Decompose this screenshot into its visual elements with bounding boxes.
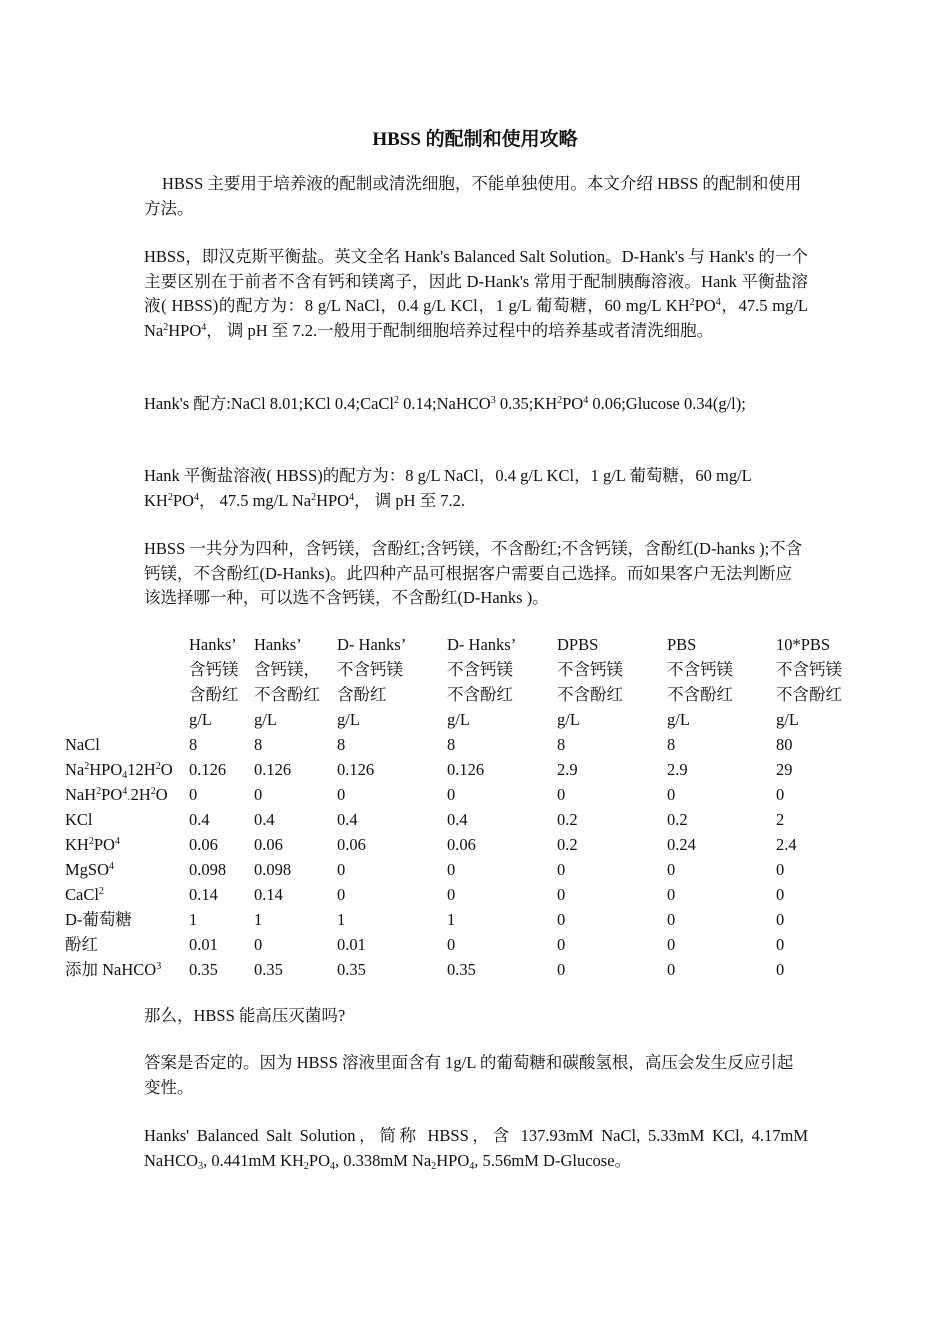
column-header-7-line-2: 不含钙镁	[776, 660, 842, 679]
table-cell: 0	[254, 935, 263, 954]
column-header-4-line-1: D- Hanks’	[447, 635, 517, 654]
table-cell: 8	[254, 735, 263, 754]
table-cell: 0.01	[189, 935, 218, 954]
row-label: $KH^2PO^4$	[65, 835, 120, 854]
table-cell: 0.126	[447, 760, 485, 779]
column-header-4-line-2: 不含钙镁	[447, 660, 513, 679]
table-cell: 2.9	[667, 760, 688, 779]
row-label: $NaH^2PO^4_\cdot 2H^2O$	[65, 785, 168, 806]
column-header-2-line-2: 含钙镁，	[254, 660, 320, 679]
column-header-1-line-4: g/L	[189, 710, 212, 729]
types-paragraph: HBSS 一共分为四种，含钙镁，含酚红;含钙镁，不含酚红;不含钙镁，含酚红(D-hanks );不含钙镁，不含酚红(D-Hanks)。此四种产品可根据客户需要自己选择。而如果客户无法判断应该选择哪一种，可以选不含钙镁，不含酚红(D-Hanks )。	[144, 539, 803, 607]
table-cell: 0	[254, 785, 263, 804]
row-label: MgSO$^4$	[65, 860, 115, 879]
table-cell: 0.14	[189, 885, 218, 904]
column-header-5-line-3: 不含酚红	[557, 685, 623, 704]
column-header-1-line-3: 含酚红	[189, 685, 239, 704]
table-cell: 0.01	[337, 935, 366, 954]
table-cell: 0.06	[254, 835, 283, 854]
column-header-7-line-4: g/L	[776, 710, 799, 729]
table-cell: 0	[667, 960, 676, 979]
table-cell: 0	[667, 910, 676, 929]
table-cell: 0.06	[447, 835, 476, 854]
composition-paragraph: Hanks' Balanced Salt Solution，简称 HBSS，含 137.93mM NaCl, 5.33mM KCl, 4.17mM NaHCO$_3$, 0.441mM $KH_2PO_4$, 0.338mM $Na_2HPO_4$, 5.56mM D-Glucose。	[144, 1126, 808, 1172]
table-cell: 0	[447, 885, 456, 904]
table-cell: 0.2	[667, 810, 688, 829]
table-cell: 1	[447, 910, 456, 929]
answer-paragraph: 答案是否定的。因为 HBSS 溶液里面含有 1g/L 的葡萄糖和碳酸氢根，高压会发生反应引起变性。	[144, 1053, 794, 1097]
column-header-1-line-1: Hanks’	[189, 635, 237, 654]
column-header-3-line-1: D- Hanks’	[337, 635, 407, 654]
intro-paragraph: HBSS 主要用于培养液的配制或清洗细胞，不能单独使用。本文介绍 HBSS 的配制和使用方法。	[144, 174, 802, 218]
table-cell: 0.06	[337, 835, 366, 854]
table-cell: 2.4	[776, 835, 797, 854]
table-cell: 8	[557, 735, 566, 754]
column-header-7-line-3: 不含酚红	[776, 685, 842, 704]
table-cell: 0.126	[254, 760, 292, 779]
row-label: 添加 NaHCO$^3$	[65, 960, 162, 979]
column-header-5-line-2: 不含钙镁	[557, 660, 623, 679]
table-cell: 0.2	[557, 835, 578, 854]
column-header-1-line-2: 含钙镁	[189, 660, 239, 679]
table-cell: 0	[667, 935, 676, 954]
column-header-5-line-1: DPBS	[557, 635, 599, 654]
row-label: $Na^2HPO_412H^2O$	[65, 760, 173, 781]
column-header-6-line-3: 不含酚红	[667, 685, 733, 704]
table-cell: 0	[776, 885, 785, 904]
table-cell: 0	[776, 785, 785, 804]
table-cell: 2.9	[557, 760, 578, 779]
table-cell: 0.4	[254, 810, 275, 829]
table-cell: 0.24	[667, 835, 696, 854]
table-cell: 0	[447, 785, 456, 804]
table-cell: 0.126	[337, 760, 375, 779]
table-cell: 1	[254, 910, 263, 929]
table-cell: 0	[557, 960, 566, 979]
table-cell: 0	[667, 785, 676, 804]
table-cell: 0	[557, 935, 566, 954]
table-cell: 2	[776, 810, 785, 829]
table-cell: 0.4	[189, 810, 210, 829]
document-title: HBSS 的配制和使用攻略	[372, 129, 578, 150]
table-cell: 80	[776, 735, 793, 754]
row-label: NaCl	[65, 735, 100, 754]
column-header-2-line-4: g/L	[254, 710, 277, 729]
column-header-7-line-1: 10*PBS	[776, 635, 831, 654]
column-header-2-line-1: Hanks’	[254, 635, 302, 654]
table-cell: 0.06	[189, 835, 218, 854]
table-cell: 0	[337, 885, 346, 904]
table-cell: 1	[189, 910, 198, 929]
table-cell: 0	[189, 785, 198, 804]
column-header-6-line-4: g/L	[667, 710, 690, 729]
table-cell: 0.35	[189, 960, 218, 979]
definition-paragraph: HBSS，即汉克斯平衡盐。英文全名 Hank's Balanced Salt Solution。D-Hank's 与 Hank's 的一个主要区别在于前者不含有钙和镁离子，因此 D-Hank's 常用于配制胰酶溶液。Hank 平衡盐溶液( HBSS)的配方为：8 g/L NaCl，0.4 g/L KCl，1 g/L 葡萄糖，60 mg/L $KH^2PO^4$，47.5 mg/L Na$^2$HPO$^4$， 调 pH 至 7.2.一般用于配制细胞培养过程中的培养基或者清洗细胞。	[144, 247, 808, 340]
column-header-3-line-2: 不含钙镁	[337, 660, 403, 679]
hbss-formula-paragraph: Hank 平衡盐溶液( HBSS)的配方为：8 g/L NaCl，0.4 g/L KCl，1 g/L 葡萄糖，60 mg/L $KH^2PO^4$， 47.5 mg/L Na$^2$HPO$^4$， 调 pH 至 7.2.	[144, 466, 752, 510]
row-label: 酚红	[65, 935, 98, 954]
table-cell: 0	[557, 885, 566, 904]
column-header-4-line-4: g/L	[447, 710, 470, 729]
table-cell: 0.35	[254, 960, 283, 979]
table-cell: 0	[776, 860, 785, 879]
table-cell: 0.126	[189, 760, 227, 779]
table-cell: 0.4	[447, 810, 468, 829]
table-cell: 0.2	[557, 810, 578, 829]
table-cell: 0	[557, 860, 566, 879]
table-cell: 0.35	[337, 960, 366, 979]
table-cell: 0	[557, 785, 566, 804]
table-cell: 0.098	[189, 860, 227, 879]
table-cell: 0.35	[447, 960, 476, 979]
table-cell: 0.14	[254, 885, 283, 904]
table-cell: 0	[667, 860, 676, 879]
table-cell: 0	[557, 910, 566, 929]
hanks-formula-paragraph: Hank's 配方:NaCl 8.01;KCl 0.4;CaCl$^2$ 0.14;NaHCO$^3$ $0.35;KH^2PO^4$ 0.06;Glucose 0.34(g/l);	[144, 394, 746, 413]
table-cell: 0	[667, 885, 676, 904]
table-cell: 0	[447, 935, 456, 954]
question-paragraph: 那么，HBSS 能高压灭菌吗?	[144, 1006, 346, 1025]
table-cell: 29	[776, 760, 793, 779]
table-cell: 0	[337, 785, 346, 804]
column-header-5-line-4: g/L	[557, 710, 580, 729]
table-cell: 0.4	[337, 810, 358, 829]
column-header-3-line-4: g/L	[337, 710, 360, 729]
table-cell: 8	[667, 735, 676, 754]
table-cell: 0	[776, 935, 785, 954]
row-label: D-葡萄糖	[65, 910, 132, 929]
table-cell: 1	[337, 910, 346, 929]
column-header-3-line-3: 含酚红	[337, 685, 387, 704]
table-cell: 0	[337, 860, 346, 879]
table-cell: 0	[776, 960, 785, 979]
table-cell: 0	[447, 860, 456, 879]
table-cell: 8	[447, 735, 456, 754]
row-label: KCl	[65, 810, 93, 829]
table-cell: 8	[337, 735, 346, 754]
column-header-4-line-3: 不含酚红	[447, 685, 513, 704]
column-header-6-line-2: 不含钙镁	[667, 660, 733, 679]
table-cell: 0.098	[254, 860, 292, 879]
row-label: CaCl$^2$	[65, 885, 104, 904]
column-header-2-line-3: 不含酚红	[254, 685, 320, 704]
table-cell: 8	[189, 735, 198, 754]
table-cell: 0	[776, 910, 785, 929]
column-header-6-line-1: PBS	[667, 635, 697, 654]
